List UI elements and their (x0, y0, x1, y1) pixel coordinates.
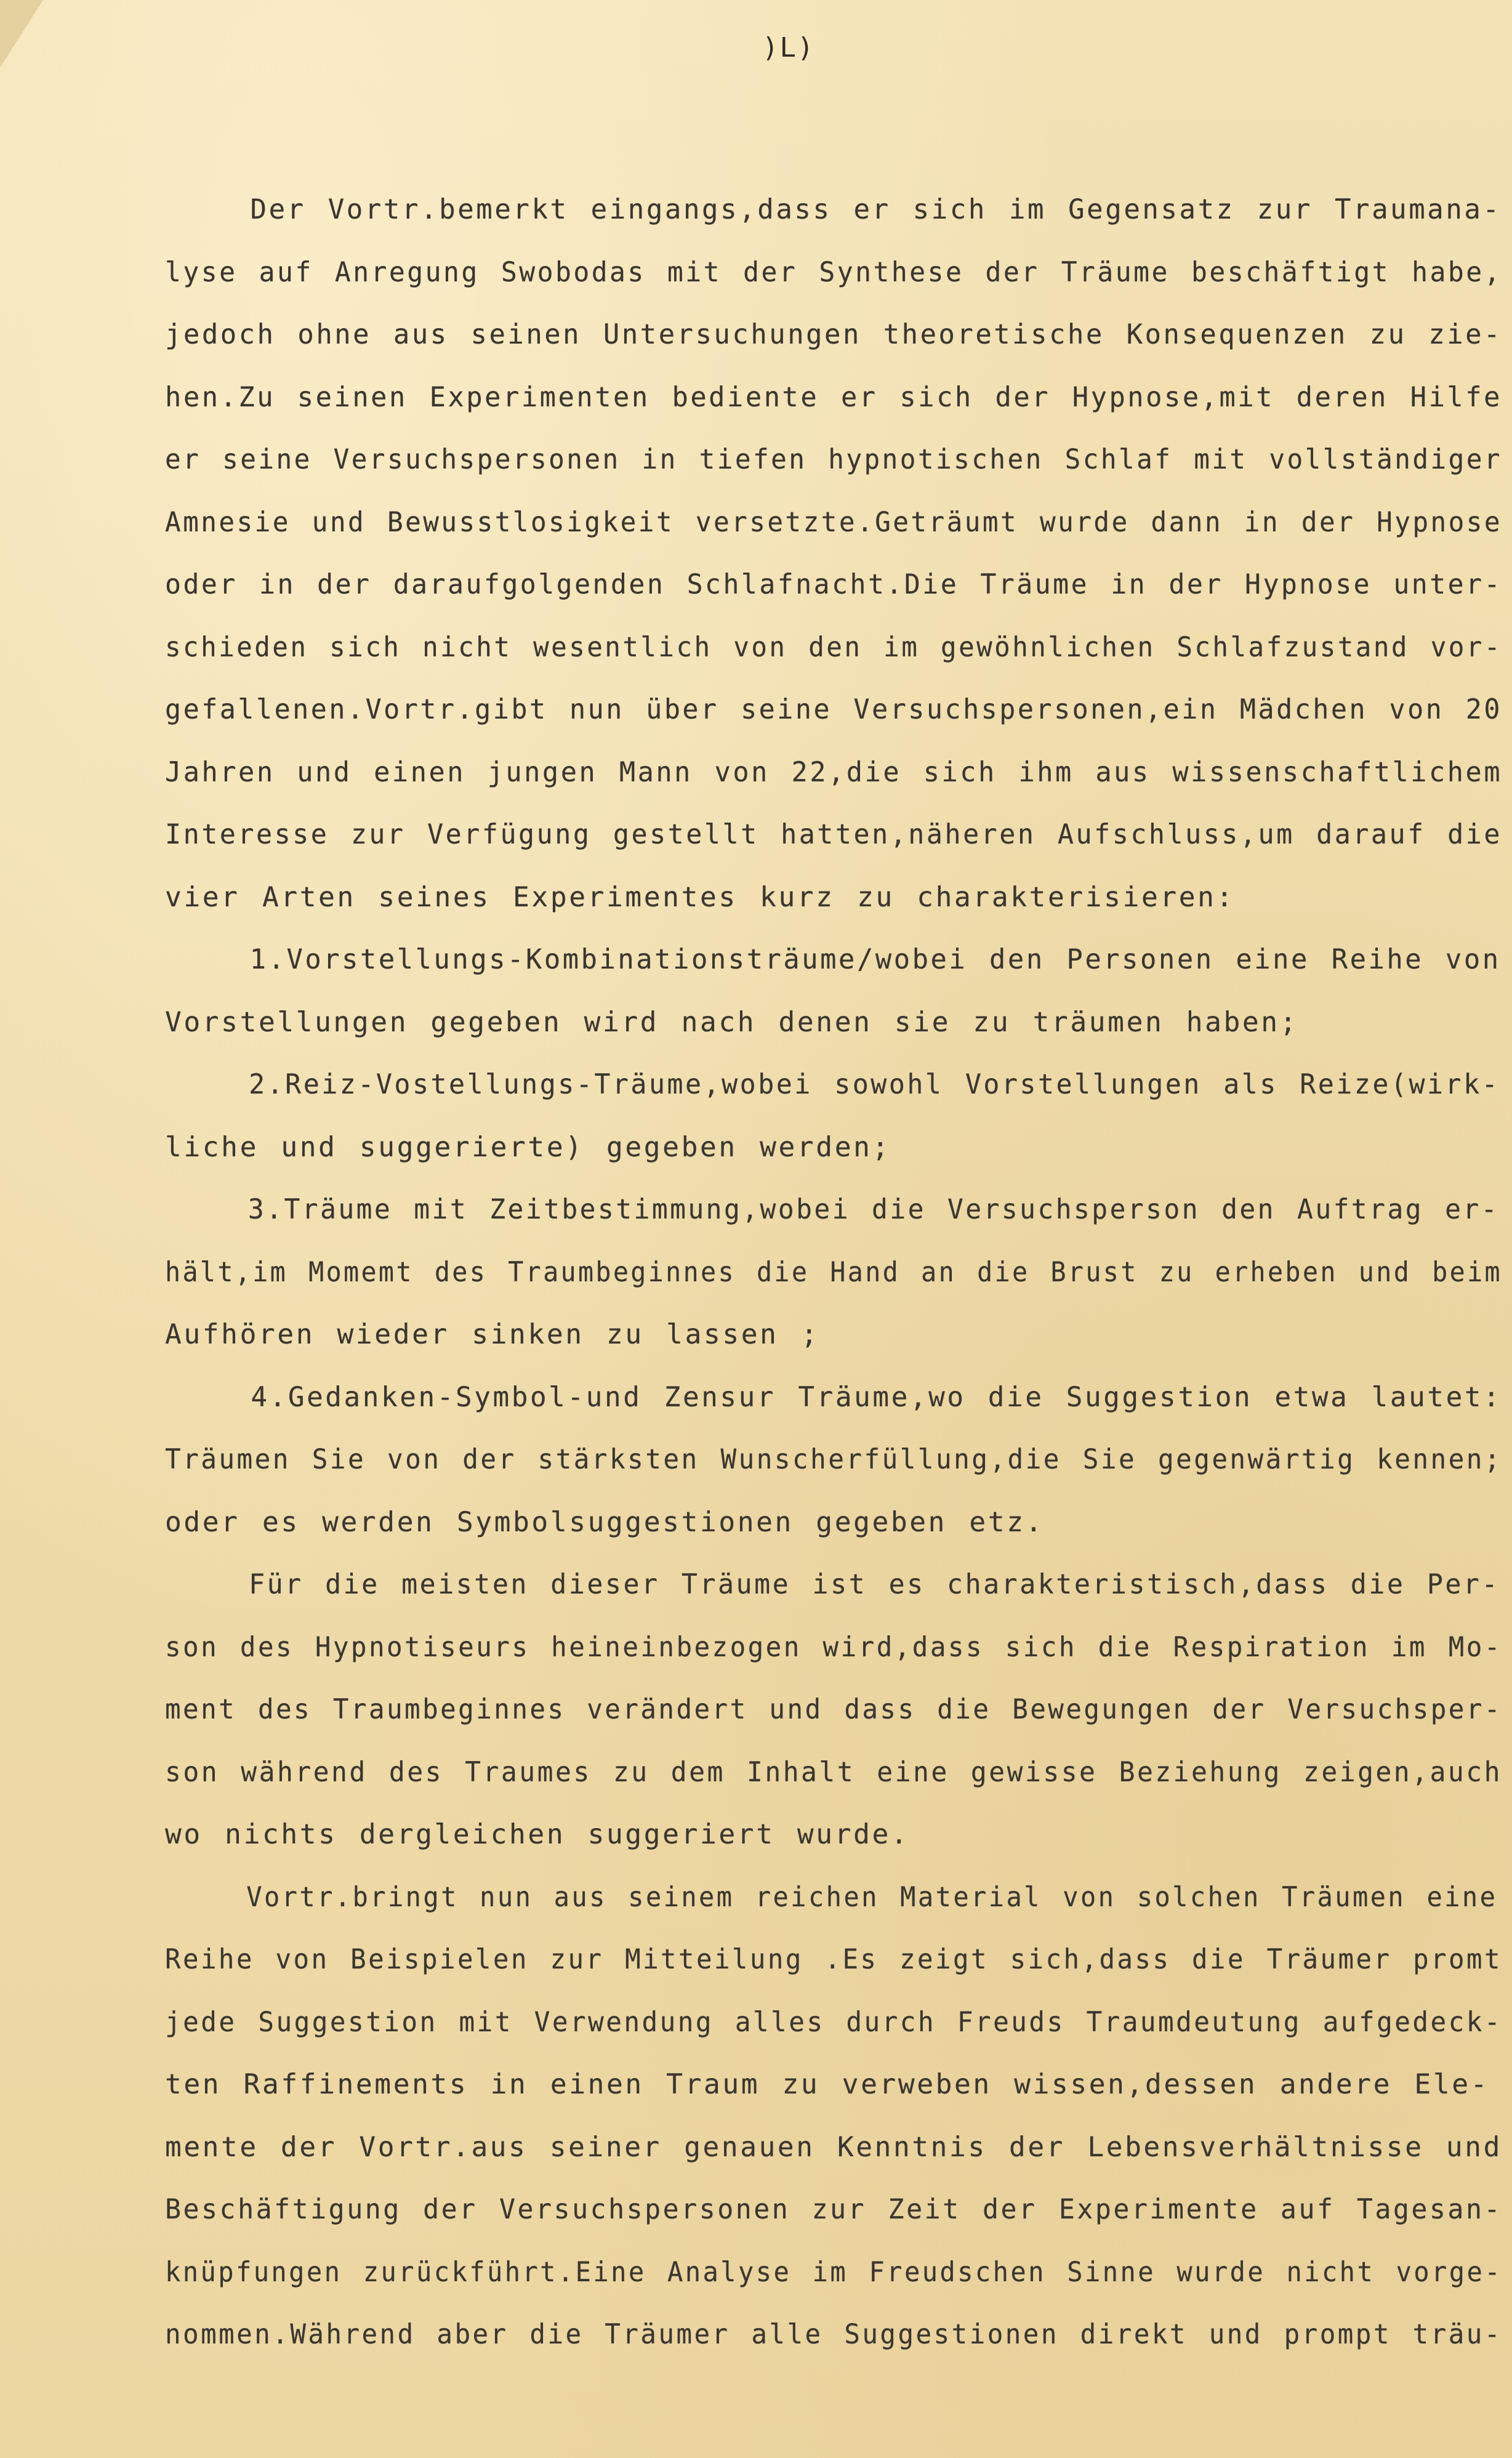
text-line: gefallenen.Vortr.gibt nun über seine Versuchspersonen,ein Mädchen von 20 (165, 694, 1502, 725)
text-line: nommen.Während aber die Träumer alle Suggestionen direkt und prompt träu- (165, 2319, 1502, 2350)
text-line: Jahren und einen jungen Mann von 22,die sich ihm aus wissenschaftlichem (165, 756, 1503, 788)
text-line: Vorstellungen gegeben wird nach denen sie zu träumen haben; (165, 1006, 1299, 1038)
text-line: jedoch ohne aus seinen Untersuchungen theoretische Konsequenzen zu zie- (165, 319, 1503, 350)
text-line: oder es werden Symbolsuggestionen gegeben etz. (165, 1506, 1044, 1538)
text-line: wo nichts dergleichen suggeriert wurde. (165, 1819, 910, 1850)
text-line: er seine Versuchspersonen in tiefen hypnotischen Schlaf mit vollständiger (165, 444, 1503, 475)
text-line: ment des Traumbeginnes verändert und dass die Bewegungen der Versuchsper- (165, 1694, 1502, 1725)
text-line: Vortr.bringt nun aus seinem reichen Material von solchen Träumen eine (246, 1881, 1498, 1913)
text-line: liche und suggerierte) gegeben werden; (165, 1131, 891, 1163)
text-line: vier Arten seines Experimentes kurz zu charakterisieren: (165, 881, 1235, 913)
text-line: schieden sich nicht wesentlich von den im gewöhnlichen Schlafzustand vor- (165, 631, 1502, 663)
text-line: Amnesie und Bewusstlosigkeit versetzte.Geträumt wurde dann in der Hypnose (165, 506, 1503, 538)
text-line: Beschäftigung der Versuchspersonen zur Zeit der Experimente auf Tagesan- (165, 2194, 1502, 2225)
text-line: ten Raffinements in einen Traum zu verweben wissen,dessen andere Ele- (165, 2069, 1489, 2100)
text-line: Für die meisten dieser Träume ist es charakteristisch,dass die Per- (249, 1569, 1500, 1600)
text-line: lyse auf Anregung Swobodas mit der Synthese der Träume beschäftigt habe, (165, 256, 1502, 288)
text-line: mente der Vortr.aus seiner genauen Kenntnis der Lebensverhältnisse und (165, 2131, 1502, 2163)
text-line: son während des Traumes zu dem Inhalt eine gewisse Beziehung zeigen,auch (165, 1756, 1502, 1788)
page-number: )L) (762, 32, 815, 63)
text-line: 3.Träume mit Zeitbestimmung,wobei die Versuchsperson den Auftrag er- (247, 1194, 1499, 1225)
text-line: oder in der daraufgolgenden Schlafnacht.Die Träume in der Hypnose unter- (165, 569, 1502, 600)
text-line: Reihe von Beispielen zur Mitteilung .Es zeigt sich,dass die Träumer promt (165, 1944, 1502, 1975)
text-line: knüpfungen zurückführt.Eine Analyse im Freudschen Sinne wurde nicht vorge- (165, 2256, 1502, 2288)
text-line: 4.Gedanken-Symbol-und Zensur Träume,wo die Suggestion etwa lautet: (251, 1381, 1502, 1413)
text-line: Aufhören wieder sinken zu lassen ; (165, 1319, 820, 1350)
typewritten-text-block (165, 179, 1507, 2366)
text-line: Träumen Sie von der stärksten Wunscherfüllung,die Sie gegenwärtig kennen; (165, 1444, 1503, 1475)
text-line: hält,im Momemt des Traumbeginnes die Hand an die Brust zu erheben und beim (165, 1256, 1502, 1288)
text-line: son des Hypnotiseurs heineinbezogen wird,dass sich die Respiration im Mo- (165, 1631, 1502, 1663)
text-line: Der Vortr.bemerkt eingangs,dass er sich im Gegensatz zur Traumana- (250, 194, 1502, 225)
text-line: jede Suggestion mit Verwendung alles durch Freuds Traumdeutung aufgedeck- (165, 2006, 1503, 2038)
page-corner-fold (0, 0, 43, 68)
text-line: 2.Reiz-Vostellungs-Träume,wobei sowohl Vorstellungen als Reize(wirk- (249, 1069, 1500, 1100)
text-line: hen.Zu seinen Experimenten bediente er sich der Hypnose,mit deren Hilfe (165, 381, 1502, 413)
text-line: Interesse zur Verfügung gestellt hatten,näheren Aufschluss,um darauf die (165, 819, 1502, 850)
text-line: 1.Vorstellungs-Kombinationsträume/wobei den Personen eine Reihe von (249, 944, 1501, 975)
